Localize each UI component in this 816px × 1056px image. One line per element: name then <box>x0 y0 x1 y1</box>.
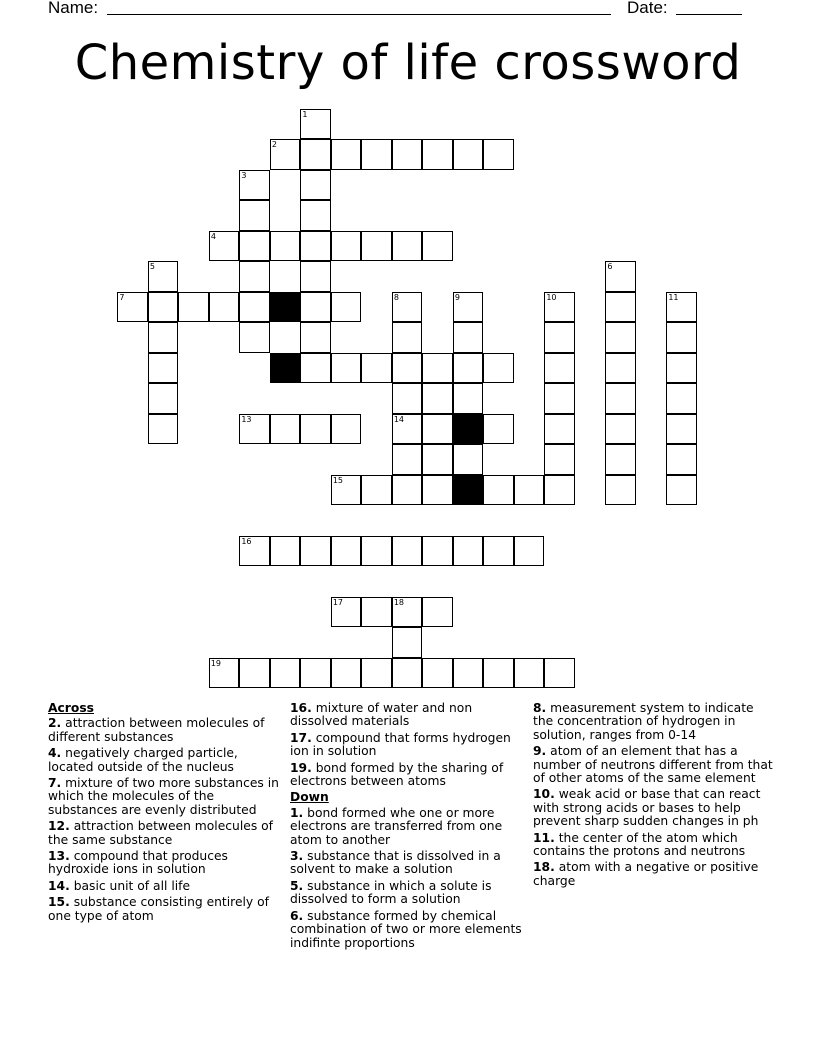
clue-down-3: 3. substance that is dissolved in a solvent to make a solution <box>290 849 501 877</box>
grid-cell[interactable] <box>544 658 575 689</box>
grid-cell[interactable] <box>300 231 331 262</box>
grid-cell[interactable] <box>361 139 392 170</box>
grid-cell[interactable] <box>453 444 484 475</box>
grid-cell[interactable] <box>331 353 362 384</box>
grid-cell[interactable] <box>178 292 209 323</box>
clue-number: 13 <box>241 414 252 424</box>
grid-cell[interactable] <box>605 353 636 384</box>
clue-down-9: 9. atom of an element that has a number of neutrons different from that of other atoms of the same element <box>533 744 773 786</box>
name-label: Name: <box>48 0 99 17</box>
grid-cell[interactable] <box>331 139 362 170</box>
grid-cell[interactable] <box>422 139 453 170</box>
clue-across-2: 2. attraction between molecules of different substances <box>48 716 265 744</box>
clue-across-19: 19. bond formed by the sharing of electrons between atoms <box>290 760 504 789</box>
grid-cell[interactable] <box>331 231 362 262</box>
grid-cell[interactable] <box>483 475 514 506</box>
grid-cell[interactable] <box>361 353 392 384</box>
grid-cell[interactable] <box>666 292 697 323</box>
grid-cell[interactable] <box>544 353 575 384</box>
grid-cell[interactable] <box>514 475 545 506</box>
grid-cell[interactable] <box>392 627 423 658</box>
grid-cell[interactable] <box>148 292 179 323</box>
grid-cell[interactable] <box>453 658 484 689</box>
grid-cell[interactable] <box>239 170 270 201</box>
clue-number: 3 <box>241 170 247 180</box>
clues-column-3 <box>533 702 773 891</box>
grid-cell[interactable] <box>270 139 301 170</box>
grid-cell[interactable] <box>453 292 484 323</box>
black-cell <box>270 353 301 384</box>
down-heading: Down <box>290 790 329 805</box>
grid-cell[interactable] <box>148 322 179 353</box>
clue-down-5: 5. substance in which a solute is dissolved to form a solution <box>290 878 492 907</box>
grid-cell[interactable] <box>544 292 575 323</box>
grid-cell[interactable] <box>392 231 423 262</box>
grid-cell[interactable] <box>483 353 514 384</box>
grid-cell[interactable] <box>453 536 484 567</box>
grid-cell[interactable] <box>605 475 636 506</box>
grid-cell[interactable] <box>666 353 697 384</box>
grid-cell[interactable] <box>392 597 423 628</box>
across-heading: Across <box>48 701 94 715</box>
grid-cell[interactable] <box>239 261 270 292</box>
grid-cell[interactable] <box>300 109 331 140</box>
grid-cell[interactable] <box>300 658 331 689</box>
clue-number: 10 <box>546 292 557 302</box>
grid-cell[interactable] <box>239 414 270 445</box>
grid-cell[interactable] <box>453 139 484 170</box>
clue-number: 14 <box>393 414 404 424</box>
grid-cell[interactable] <box>270 414 301 445</box>
grid-cell[interactable] <box>605 261 636 292</box>
grid-cell[interactable] <box>300 170 331 201</box>
grid-cell[interactable] <box>239 322 270 353</box>
grid-cell[interactable] <box>666 444 697 475</box>
grid-cell[interactable] <box>392 383 423 414</box>
clue-down-6: 6. substance formed by chemical combination of two or more elements indifinte proportions <box>290 908 522 950</box>
grid-cell[interactable] <box>392 139 423 170</box>
grid-cell[interactable] <box>239 231 270 262</box>
grid-cell[interactable] <box>331 536 362 567</box>
grid-cell[interactable] <box>239 200 270 231</box>
black-cell <box>453 475 484 506</box>
black-cell <box>270 292 301 323</box>
grid-cell[interactable] <box>331 658 362 689</box>
grid-cell[interactable] <box>483 658 514 689</box>
black-cell <box>453 414 484 445</box>
grid-cell[interactable] <box>300 322 331 353</box>
grid-cell[interactable] <box>392 292 423 323</box>
grid-cell[interactable] <box>392 353 423 384</box>
grid-cell[interactable] <box>666 475 697 506</box>
grid-cell[interactable] <box>422 383 453 414</box>
grid-cell[interactable] <box>422 353 453 384</box>
grid-cell[interactable] <box>453 383 484 414</box>
grid-cell[interactable] <box>392 658 423 689</box>
clues-column-1 <box>48 702 280 926</box>
page-title: Chemistry of life crossword <box>74 35 742 91</box>
grid-cell[interactable] <box>331 414 362 445</box>
clue-number: 16 <box>241 536 252 546</box>
clue-number: 9 <box>454 292 460 302</box>
grid-cell[interactable] <box>239 536 270 567</box>
grid-cell[interactable] <box>483 139 514 170</box>
grid-cell[interactable] <box>514 658 545 689</box>
grid-cell[interactable] <box>361 658 392 689</box>
grid-cell[interactable] <box>209 231 240 262</box>
clue-across-7: 7. mixture of two more substances in which the molecules of the substances are evenly distributed <box>48 776 279 817</box>
date-label: Date: <box>627 0 668 17</box>
grid-cell[interactable] <box>300 536 331 567</box>
grid-cell[interactable] <box>331 292 362 323</box>
grid-cell[interactable] <box>331 597 362 628</box>
clue-number: 19 <box>210 658 221 668</box>
grid-cell[interactable] <box>422 231 453 262</box>
grid-cell[interactable] <box>300 414 331 445</box>
grid-cell[interactable] <box>605 383 636 414</box>
clue-across-12: 12. attraction between molecules of the same substance <box>48 819 273 847</box>
grid-cell[interactable] <box>148 414 179 445</box>
grid-cell[interactable] <box>422 475 453 506</box>
grid-cell[interactable] <box>544 475 575 506</box>
grid-cell[interactable] <box>361 597 392 628</box>
grid-cell[interactable] <box>514 536 545 567</box>
clue-down-10: 10. weak acid or base that can react with strong acids or bases to help prevent sharp sudden changes in ph <box>533 787 761 829</box>
clue-number: 15 <box>332 475 343 485</box>
grid-cell[interactable] <box>422 444 453 475</box>
grid-cell[interactable] <box>483 414 514 445</box>
grid-cell[interactable] <box>300 139 331 170</box>
grid-cell[interactable] <box>544 322 575 353</box>
clue-number: 17 <box>332 597 343 607</box>
clue-number: 5 <box>149 262 155 272</box>
clue-number: 12 <box>271 353 282 363</box>
grid-cell[interactable] <box>239 658 270 689</box>
clue-number: 7 <box>119 292 125 302</box>
clue-across-16: 16. mixture of water and non dissolved materials <box>290 701 473 729</box>
grid-cell[interactable] <box>605 292 636 323</box>
grid-cell[interactable] <box>422 536 453 567</box>
grid-cell[interactable] <box>209 658 240 689</box>
grid-cell[interactable] <box>666 322 697 353</box>
grid-cell[interactable] <box>361 231 392 262</box>
clue-across-17: 17. compound that forms hydrogen ion in solution <box>290 730 511 759</box>
clue-across-14: 14. basic unit of all life <box>48 878 191 893</box>
grid-cell[interactable] <box>239 292 270 323</box>
clue-number: 11 <box>668 292 679 302</box>
grid-cell[interactable] <box>270 536 301 567</box>
grid-cell[interactable] <box>331 475 362 506</box>
clue-number: 2 <box>271 140 277 150</box>
grid-cell[interactable] <box>453 322 484 353</box>
clue-number: 6 <box>607 262 613 272</box>
grid-cell[interactable] <box>392 475 423 506</box>
grid-cell[interactable] <box>300 200 331 231</box>
grid-cell[interactable] <box>300 292 331 323</box>
grid-cell[interactable] <box>148 261 179 292</box>
grid-cell[interactable] <box>361 536 392 567</box>
grid-cell[interactable] <box>148 353 179 384</box>
grid-cell[interactable] <box>605 444 636 475</box>
clue-number: 8 <box>393 292 399 302</box>
grid-cell[interactable] <box>392 414 423 445</box>
grid-cell[interactable] <box>117 292 148 323</box>
grid-cell[interactable] <box>544 383 575 414</box>
grid-cell[interactable] <box>300 261 331 292</box>
grid-cell[interactable] <box>605 322 636 353</box>
grid-cell[interactable] <box>270 658 301 689</box>
grid-cell[interactable] <box>209 292 240 323</box>
grid-cell[interactable] <box>148 383 179 414</box>
grid-cell[interactable] <box>544 444 575 475</box>
grid-cell[interactable] <box>666 383 697 414</box>
clues-column-2 <box>290 702 522 953</box>
clue-across-15: 15. substance consisting entirely of one type of atom <box>48 895 269 923</box>
grid-cell[interactable] <box>392 322 423 353</box>
clue-number: 4 <box>210 231 216 241</box>
clue-down-18: 18. atom with a negative or positive charge <box>533 860 759 888</box>
clue-across-13: 13. compound that produces hydroxide ions in solution <box>48 849 228 877</box>
clue-down-8: 8. measurement system to indicate the concentration of hydrogen in solution, ranges from 0-14 <box>533 701 754 742</box>
grid-cell[interactable] <box>605 414 636 445</box>
grid-cell[interactable] <box>392 536 423 567</box>
grid-cell[interactable] <box>544 414 575 445</box>
grid-cell[interactable] <box>483 536 514 567</box>
grid-cell[interactable] <box>270 231 301 262</box>
grid-cell[interactable] <box>422 414 453 445</box>
grid-cell[interactable] <box>666 414 697 445</box>
grid-cell[interactable] <box>422 658 453 689</box>
clue-number: 18 <box>393 597 404 607</box>
clue-across-4: 4. negatively charged particle, located outside of the nucleus <box>48 746 238 774</box>
grid-cell[interactable] <box>300 353 331 384</box>
grid-cell[interactable] <box>392 444 423 475</box>
grid-cell[interactable] <box>361 475 392 506</box>
clue-down-1: 1. bond formed whe one or more electrons are transferred from one atom to another <box>290 805 503 847</box>
clue-number: 1 <box>302 109 308 119</box>
clue-down-11: 11. the center of the atom which contains the protons and neutrons <box>533 830 746 859</box>
grid-cell[interactable] <box>453 353 484 384</box>
grid-cell[interactable] <box>422 597 453 628</box>
